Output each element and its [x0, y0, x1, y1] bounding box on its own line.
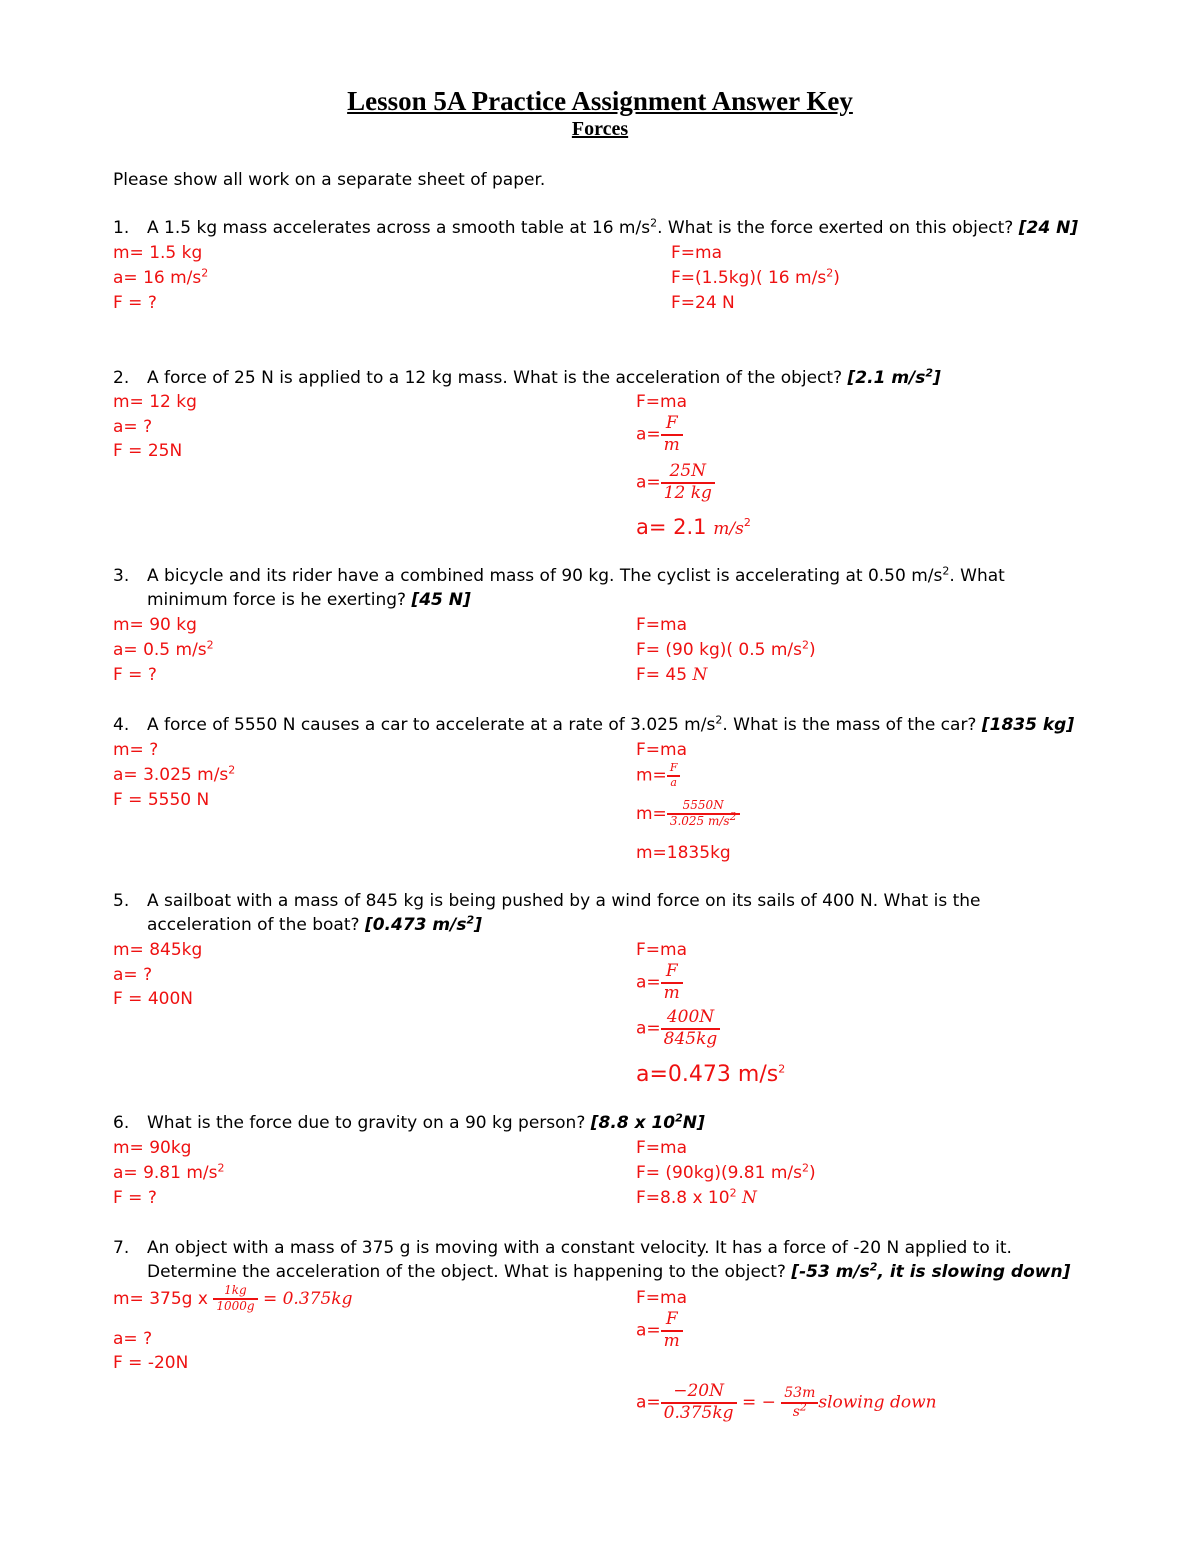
- answer: [24 N]: [1018, 218, 1079, 238]
- question-number: 6.: [113, 1113, 130, 1133]
- given-mass: m= 1.5 kg: [113, 243, 203, 263]
- given-acceleration: a= ?: [113, 965, 153, 985]
- fraction: $\frac{400N}{845kg}$: [661, 1008, 721, 1049]
- solution-step: F= (90 kg)( 0.5 $m/s^2$): [636, 638, 816, 660]
- question-text: A bicycle and its rider have a combined mass of 90 kg. The cyclist is accelerating at 0.50 $m/s^2$. What: [147, 564, 1005, 586]
- question-number: 4.: [113, 715, 130, 735]
- solution-step: a= $\frac{F}{m}$: [636, 414, 683, 455]
- solution-step: F=ma: [636, 392, 687, 412]
- fraction: $\frac{F}{a}$: [667, 762, 681, 789]
- given-mass: m= 375g x $\frac{1kg}{1000g}$ = 0.375kg: [113, 1283, 353, 1313]
- given-mass: m= 845kg: [113, 940, 203, 960]
- question-text: What is the force due to gravity on a 90 kg person? [8.8 x $10^2N$]: [147, 1111, 705, 1133]
- answer: [-53 $m/s^2$, it is slowing down]: [791, 1260, 1071, 1282]
- given-acceleration: a= 3.025 $m/s^2$: [113, 763, 236, 785]
- solution-step: a= $\frac{F}{m}$: [636, 962, 683, 1003]
- solution-result: a=0.473 $m/s^2$: [636, 1062, 786, 1087]
- solution-step: a= $\frac{F}{m}$: [636, 1310, 683, 1351]
- fraction: $\frac{-20N}{0.375kg}$: [661, 1382, 737, 1423]
- question-text: A force of 5550 N causes a car to accelerate at a rate of 3.025 $m/s^2$. What is the mass of the car? [1835 kg]: [147, 713, 1075, 735]
- answer: [45 N]: [411, 590, 471, 610]
- given-acceleration: a= ?: [113, 417, 153, 437]
- answer: [1835 kg]: [981, 715, 1075, 735]
- solution-step: F=ma: [671, 243, 722, 263]
- solution-step: F=ma: [636, 940, 687, 960]
- given-force: F = 5550 N: [113, 790, 210, 810]
- question-text-line2: minimum force is he exerting? [45 N]: [147, 590, 471, 610]
- question-number: 5.: [113, 891, 130, 911]
- given-mass: m= 90 kg: [113, 615, 197, 635]
- given-acceleration: a= 0.5 $m/s^2$: [113, 638, 214, 660]
- answer: [8.8 x $10^2N$]: [590, 1111, 705, 1133]
- question-text-line2: acceleration of the boat? [0.473 $m/s^2$]: [147, 913, 482, 935]
- question-text: A 1.5 kg mass accelerates across a smooth table at 16 $m/s^2$. What is the force exerted on this object? [24 N]: [147, 216, 1079, 238]
- given-force: F = ?: [113, 665, 157, 685]
- page-title: Lesson 5A Practice Assignment Answer Key: [347, 86, 853, 116]
- fraction: $\frac{25N}{12 kg}$: [661, 462, 715, 503]
- fraction: $\frac{5550N}{3.025 m/s^2}$: [667, 799, 740, 829]
- solution-step: a= $\frac{400N}{845kg}$: [636, 1008, 720, 1049]
- question-number: 1.: [113, 218, 130, 238]
- solution-result: F=8.8 x $10^2$ N: [636, 1186, 757, 1208]
- question-text: A force of 25 N is applied to a 12 kg mass. What is the acceleration of the object? [2.1 $m/s^2$]: [147, 366, 941, 388]
- question-text: An object with a mass of 375 g is moving with a constant velocity. It has a force of -20 N applied to it.: [147, 1238, 1012, 1258]
- question-number: 3.: [113, 566, 130, 586]
- solution-step: m= $\frac{F}{a}$: [636, 762, 680, 789]
- instructions: Please show all work on a separate sheet of paper.: [113, 170, 546, 190]
- given-force: F = ?: [113, 293, 157, 313]
- fraction: $\frac{F}{m}$: [661, 414, 683, 455]
- fraction: $\frac{F}{m}$: [661, 962, 683, 1003]
- question-number: 7.: [113, 1238, 130, 1258]
- given-mass: m= 90kg: [113, 1138, 192, 1158]
- question-text-line2: Determine the acceleration of the object. What is happening to the object? [-53 $m/s^2$, it is slowing down]: [147, 1260, 1071, 1282]
- solution-result: m=1835kg: [636, 843, 731, 863]
- solution-step: F=(1.5kg)( 16 $m/s^2$): [671, 266, 840, 288]
- solution-step: F=ma: [636, 1288, 687, 1308]
- fraction: $\frac{F}{m}$: [661, 1310, 683, 1351]
- solution-result: a= $\frac{-20N}{0.375kg}$ = − $\frac{53m}{s^2}$ slowing down: [636, 1381, 937, 1423]
- fraction: $\frac{53m}{s^2}$: [781, 1385, 818, 1419]
- solution-step: F=ma: [636, 1138, 687, 1158]
- given-force: F = -20N: [113, 1353, 189, 1373]
- solution-result: F= 45 N: [636, 665, 708, 685]
- solution-step: a= $\frac{25N}{12 kg}$: [636, 462, 715, 503]
- given-acceleration: a= ?: [113, 1329, 153, 1349]
- solution-result: F=24 N: [671, 293, 735, 313]
- given-force: F = ?: [113, 1188, 157, 1208]
- given-acceleration: a= 9.81 $m/s^2$: [113, 1161, 225, 1183]
- solution-step: m= $\frac{5550N}{3.025 m/s^2}$: [636, 799, 740, 829]
- solution-step: F=ma: [636, 740, 687, 760]
- page-subtitle: Forces: [571, 118, 629, 140]
- answer: [0.473 $m/s^2$]: [364, 913, 482, 935]
- answer: [2.1 $m/s^2$]: [847, 366, 941, 388]
- given-force: F = 25N: [113, 441, 183, 461]
- given-acceleration: a= 16 $m/s^2$: [113, 266, 209, 288]
- solution-result: a= 2.1 $m/s^2$: [636, 515, 751, 539]
- question-text: A sailboat with a mass of 845 kg is being pushed by a wind force on its sails of 400 N. What is the: [147, 891, 981, 911]
- given-mass: m= 12 kg: [113, 392, 197, 412]
- fraction: $\frac{1kg}{1000g}$: [213, 1284, 257, 1314]
- given-mass: m= ?: [113, 740, 159, 760]
- solution-step: F=ma: [636, 615, 687, 635]
- solution-step: F= (90kg)(9.81 $m/s^2$): [636, 1161, 816, 1183]
- given-force: F = 400N: [113, 989, 193, 1009]
- question-number: 2.: [113, 368, 130, 388]
